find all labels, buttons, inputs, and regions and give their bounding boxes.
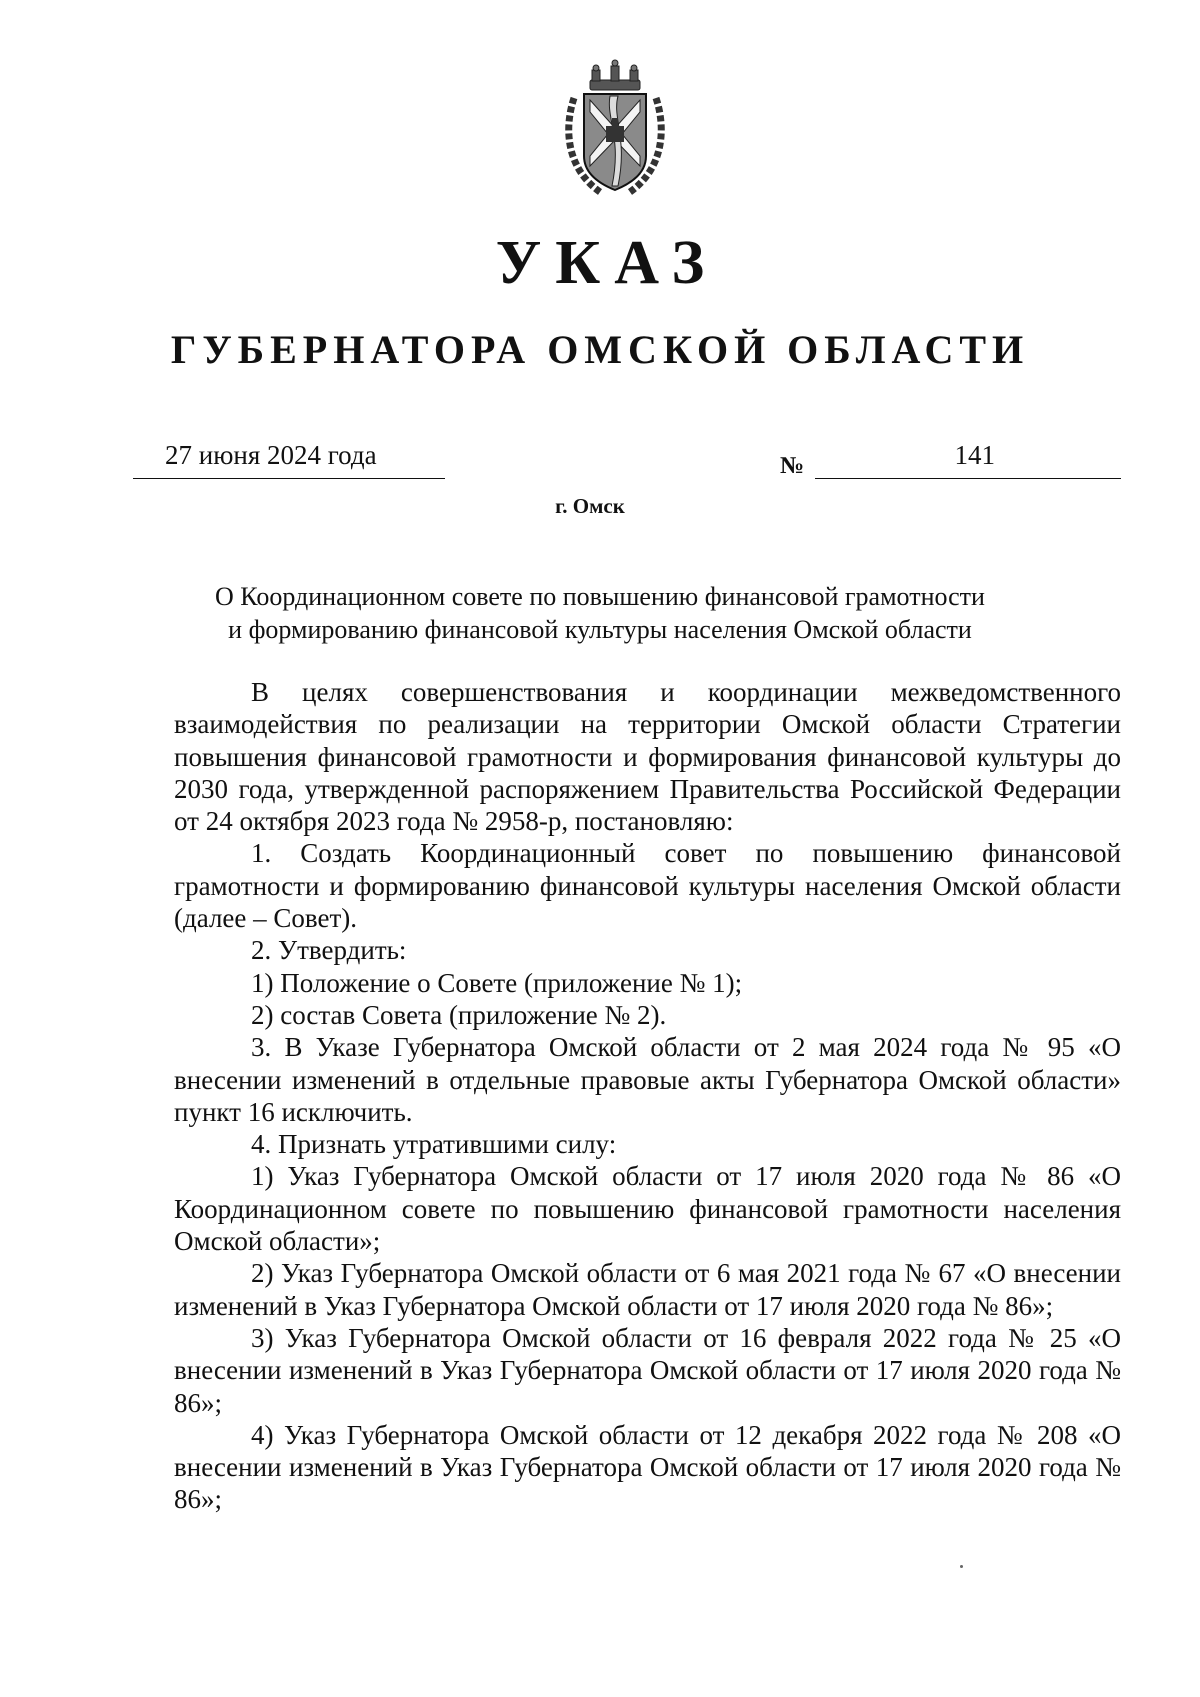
decree-body (174, 676, 1121, 1516)
number-field (815, 438, 1121, 479)
clause-4-item-3: 3) Указ Губернатора Омской области от 16 февраля 2022 года № 25 «О внесении изменений в Указ Губернатора Омской области от 17 июля 2020 года № 86»; (174, 1322, 1121, 1418)
clause-2-item-1: 1) Положение о Совете (приложение № 1); (251, 967, 743, 998)
preamble-paragraph: В целях совершенствования и координации межведомственного взаимодействия по реализации на территории Омской области Стратегии повышения финансовой грамотности и формирования финансовой культуры до 2030 года, утвержденной распоряжением Правительства Российской Федерации от 24 октября 2023 года № 2958-р, постановляю: (174, 677, 1121, 837)
clause-4: 4. Признать утратившими силу: (251, 1129, 617, 1160)
scan-speck (960, 1565, 963, 1568)
date-field (133, 438, 445, 479)
clause-1: 1. Создать Координационный совет по повышению финансовой грамотности и формированию финансовой культуры населения Омской области (далее – Совет). (174, 838, 1121, 934)
omsk-oblast-coat-of-arms-icon (560, 58, 670, 198)
clause-2-item-2: 2) состав Совета (приложение № 2). (251, 999, 667, 1030)
decree-date: 27 июня 2024 года (165, 440, 377, 470)
clause-4-item-4: 4) Указ Губернатора Омской области от 12 декабря 2022 года № 208 «О внесении изменений в Указ Губернатора Омской области от 17 июля 2020 года № 86»; (174, 1419, 1121, 1515)
heading-line-2: и формированию финансовой культуры населения Омской области (228, 615, 972, 644)
number-sign: № (780, 453, 805, 479)
heading-line-1: О Координационном совете по повышению финансовой грамотности (215, 582, 985, 611)
document-subtitle: ГУБЕРНАТОРА ОМСКОЙ ОБЛАСТИ (170, 327, 1030, 372)
city: г. Омск (555, 494, 625, 518)
clause-3: 3. В Указе Губернатора Омской области от 2 мая 2024 года № 95 «О внесении изменений в отдельные правовые акты Губернатора Омской области» пункт 16 исключить. (174, 1032, 1121, 1127)
clause-4-item-1: 1) Указ Губернатора Омской области от 17 июля 2020 года № 86 «О Координационном совете по повышению финансовой грамотности населения Омской области»; (174, 1161, 1121, 1257)
clause-2: 2. Утвердить: (251, 935, 407, 966)
clause-4-item-2: 2) Указ Губернатора Омской области от 6 мая 2021 года № 67 «О внесении изменений в Указ Губернатора Омской области от 17 июля 2020 года № 86»; (174, 1258, 1121, 1321)
document-title: УКАЗ (495, 229, 719, 297)
decree-number: 141 (954, 440, 995, 470)
decree-heading (160, 580, 1040, 646)
